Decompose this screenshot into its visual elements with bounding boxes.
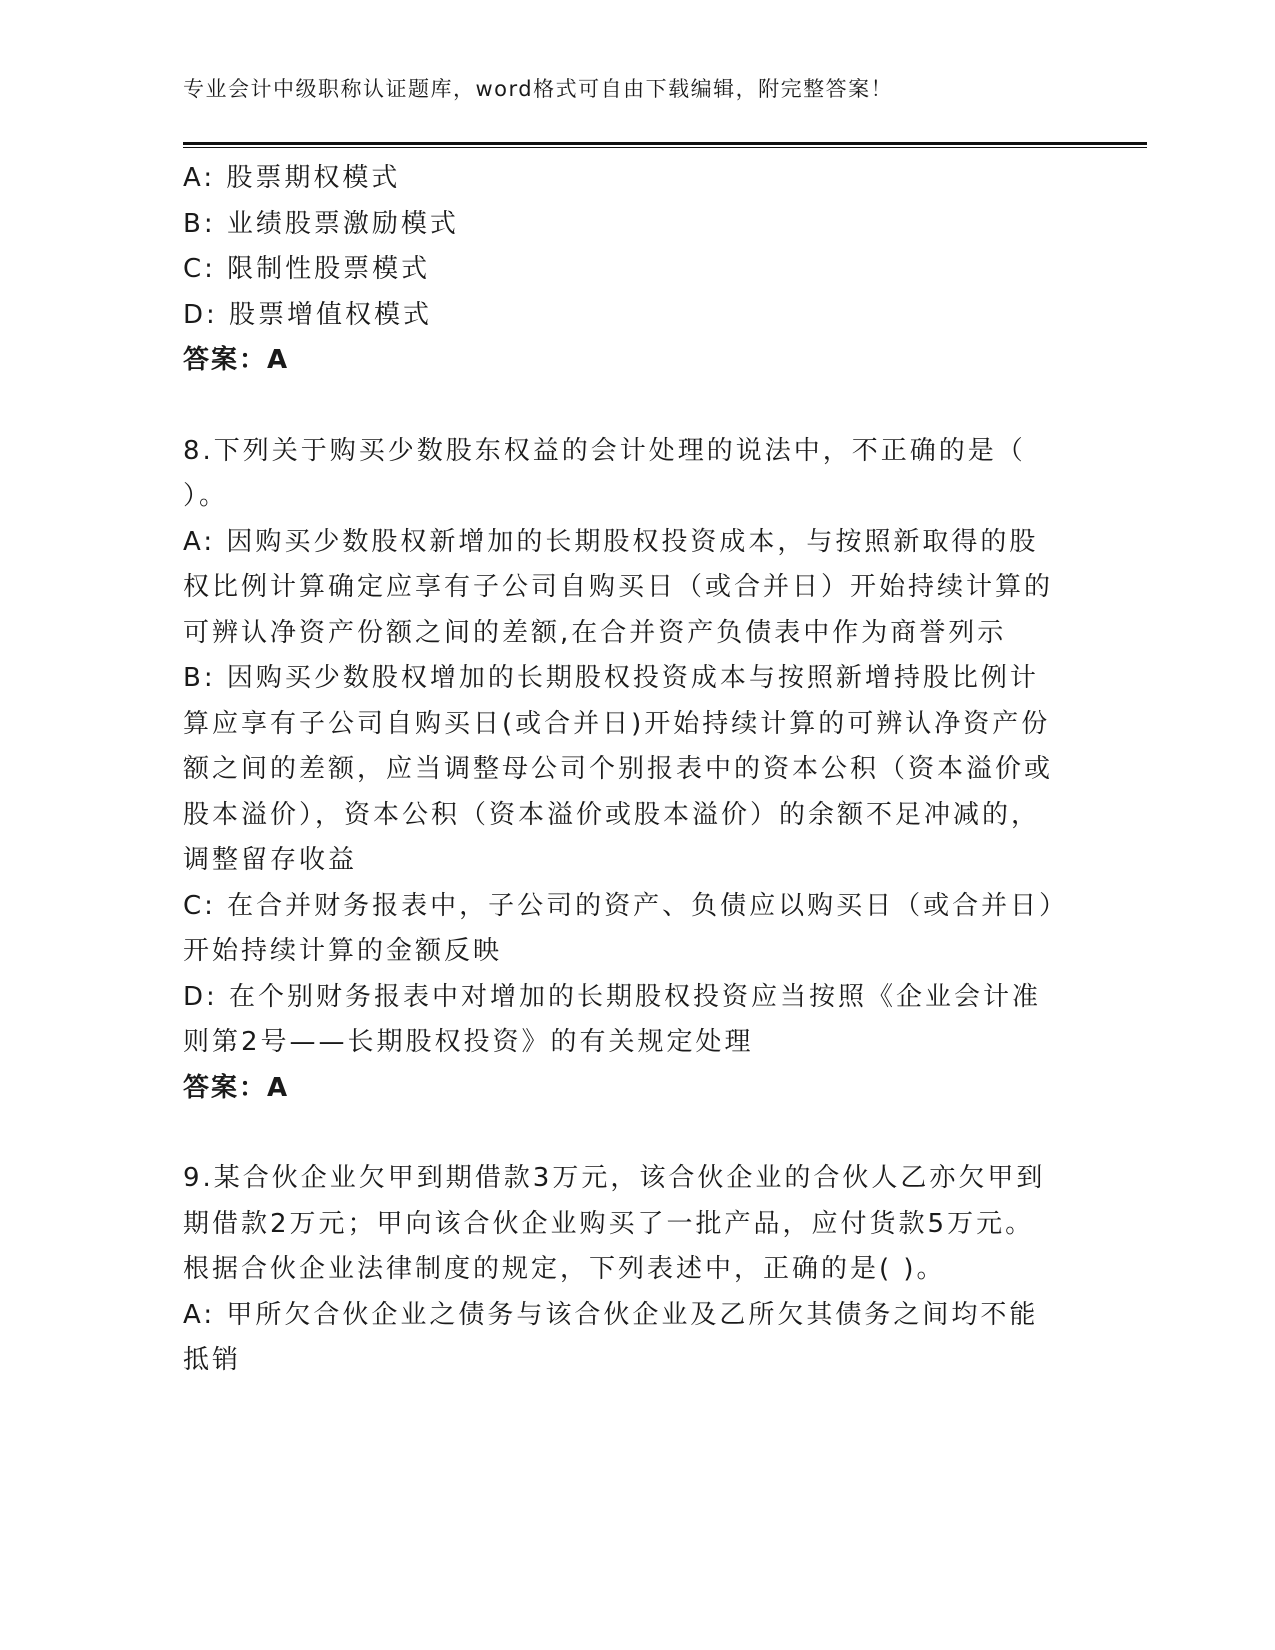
q9-option-a: A: 甲所欠合伙企业之债务与该合伙企业及乙所欠其债务之间均不能抵销 (183, 1299, 1039, 1375)
q7-option-a: A: 股票期权模式 (183, 163, 401, 193)
q7-answer: 答案：A (183, 345, 290, 375)
q8-stem: 8.下列关于购买少数股东权益的会计处理的说法中，不正确的是（ ）。 (183, 435, 1026, 511)
q9-stem: 9.某合伙企业欠甲到期借款3万元，该合伙企业的合伙人乙亦欠甲到期借款2万元；甲向该合伙企业购买了一批产品，应付货款5万元。根据合伙企业法律制度的规定，下列表述中，正确的是( )。 (183, 1163, 1046, 1284)
document-body (183, 156, 1063, 1384)
q8-option-a: A: 因购买少数股权新增加的长期股权投资成本，与按照新取得的股权比例计算确定应享有子公司自购买日（或合并日）开始持续计算的可辨认净资产份额之间的差额,在合并资产负债表中作为商誉列示 (183, 526, 1054, 648)
q7-option-d: D: 股票增值权模式 (183, 299, 433, 330)
q7-option-b: B: 业绩股票激励模式 (183, 208, 459, 239)
q8-option-b: B: 因购买少数股权增加的长期股权投资成本与按照新增持股比例计算应享有子公司自购买日(或合并日)开始持续计算的可辨认净资产份额之间的差额，应当调整母公司个别报表中的资本公积（资本溢价或股本溢价），资本公积（资本溢价或股本溢价）的余额不足冲减的，调整留存收益 (183, 663, 1054, 875)
header-divider (183, 142, 1147, 148)
q8-option-d: D: 在个别财务报表中对增加的长期股权投资应当按照《企业会计准则第2号——长期股权投资》的有关规定处理 (183, 981, 1042, 1057)
q7-option-c: C: 限制性股票模式 (183, 254, 431, 284)
page-header: 专业会计中级职称认证题库，word格式可自由下载编辑，附完整答案！ (183, 77, 894, 101)
q8-option-c: C: 在合并财务报表中，子公司的资产、负债应以购买日（或合并日）开始持续计算的金额反映 (183, 890, 1056, 966)
q8-answer: 答案：A (183, 1072, 290, 1103)
